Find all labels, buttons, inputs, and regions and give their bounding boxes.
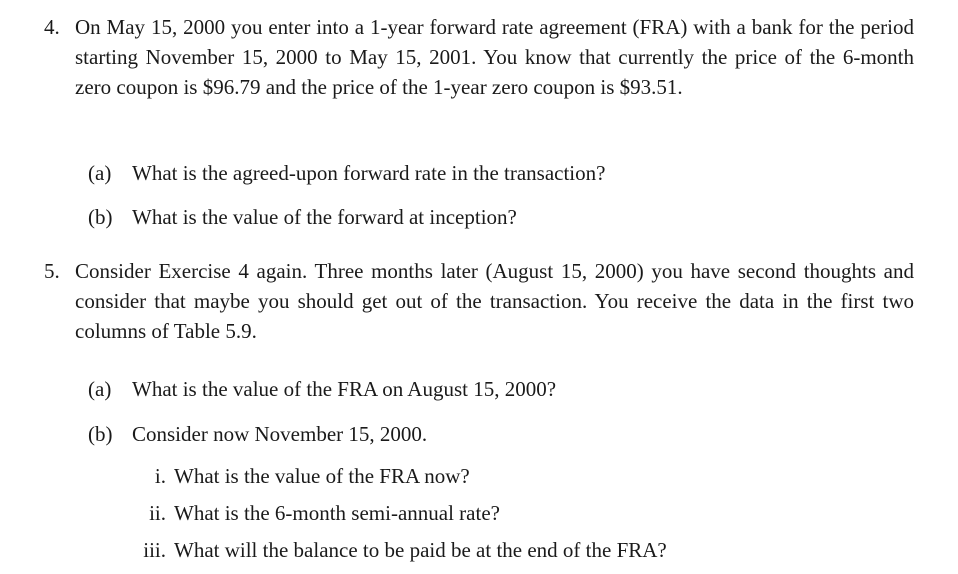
part-text: What is the value of the FRA on August 15, 2000? [132, 377, 557, 401]
subpart-text: What is the value of the FRA now? [174, 464, 470, 488]
exercise-4-part-b [88, 202, 517, 232]
exercise-4 [44, 12, 914, 102]
exercise-5-subpart-ii [130, 498, 500, 528]
subpart-text: What will the balance to be paid be at the end of the FRA? [174, 538, 667, 562]
part-label: (a) [88, 161, 112, 185]
part-label: (b) [88, 422, 113, 446]
part-label: (b) [88, 205, 113, 229]
part-text: What is the agreed-upon forward rate in the transaction? [132, 161, 606, 185]
exercise-5-part-b [88, 419, 427, 449]
exercise-5-subpart-i [130, 461, 470, 491]
exercise-number: 5. [44, 259, 60, 283]
exercise-5-part-a [88, 374, 556, 404]
exercise-5 [44, 256, 914, 346]
exercise-text: On May 15, 2000 you enter into a 1-year forward rate agreement (FRA) with a bank for the period starting November 15, 2000 to May 15, 2001. You know that currently the price of the 6-month zero coupon is $96.79 and the price of the 1-year zero coupon is $93.51. [75, 15, 914, 99]
part-label: (a) [88, 377, 112, 401]
subpart-label: ii. [149, 501, 166, 525]
subpart-text: What is the 6-month semi-annual rate? [174, 501, 500, 525]
part-text: Consider now November 15, 2000. [132, 422, 428, 446]
exercise-text: Consider Exercise 4 again. Three months later (August 15, 2000) you have second thoughts and consider that maybe you should get out of the transaction. You receive the data in the first two columns of Table 5.9. [75, 259, 914, 343]
subpart-label: i. [154, 464, 166, 488]
subpart-label: iii. [143, 538, 166, 562]
exercise-5-subpart-iii [130, 535, 667, 565]
part-text: What is the value of the forward at inception? [132, 205, 517, 229]
exercise-number: 4. [44, 15, 60, 39]
exercise-4-part-a [88, 158, 605, 188]
